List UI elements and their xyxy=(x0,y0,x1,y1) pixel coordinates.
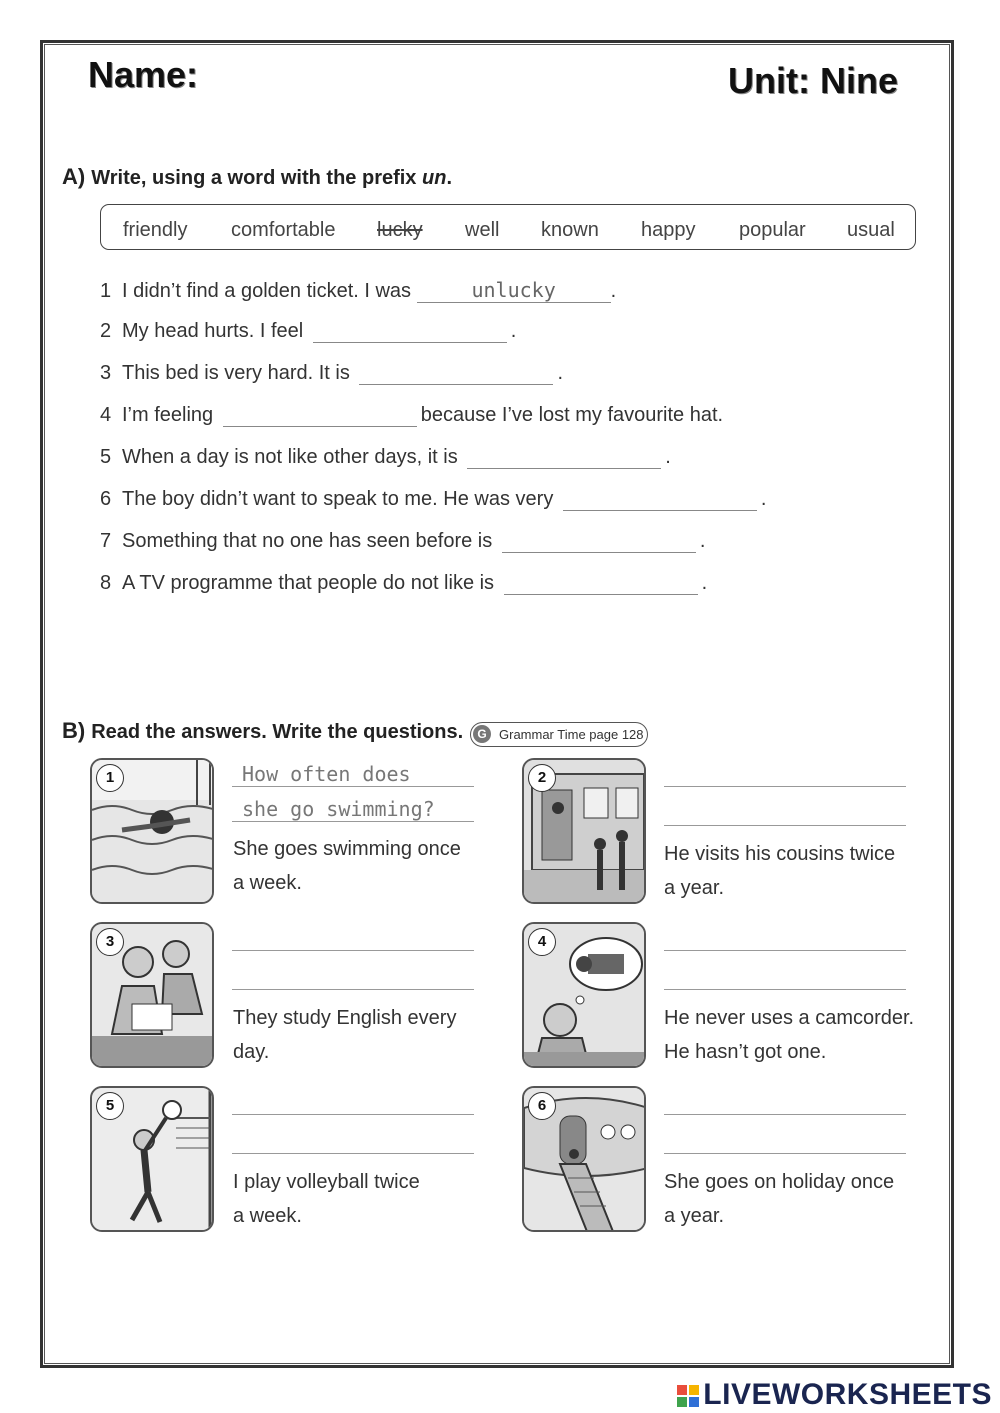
word-bank-item: comfortable xyxy=(231,219,336,241)
section-b-title xyxy=(62,718,463,744)
word-bank xyxy=(100,204,916,250)
name-label: Name: xyxy=(88,54,199,95)
exercise-sentence: 7 Something that no one has seen before is . xyxy=(100,530,706,552)
answer-field[interactable] xyxy=(223,404,417,427)
question-line[interactable] xyxy=(664,786,906,787)
question-text: How often does xyxy=(242,762,411,786)
answer-field[interactable]: unlucky xyxy=(417,278,611,303)
grammar-time-reference xyxy=(470,722,648,747)
students-picture xyxy=(90,922,214,1068)
train-visit-picture xyxy=(522,758,646,904)
item-number-badge: 3 xyxy=(96,928,124,956)
volleyball-picture xyxy=(90,1086,214,1232)
question-line[interactable] xyxy=(232,989,474,990)
word-bank-item: well xyxy=(465,219,500,241)
section-a-instruction-end: . xyxy=(446,167,452,189)
question-line[interactable] xyxy=(664,989,906,990)
exercise-sentence: 6 The boy didn’t want to speak to me. He was very . xyxy=(100,488,767,510)
item-number-badge: 5 xyxy=(96,1092,124,1120)
section-a-instruction: Write, using a word with the prefix xyxy=(91,167,417,189)
answer-text: They study English every day. xyxy=(233,1007,457,1063)
item-number-badge: 6 xyxy=(528,1092,556,1120)
question-line[interactable] xyxy=(664,1114,906,1115)
word-bank-item: known xyxy=(541,219,599,241)
answer-field[interactable] xyxy=(313,320,507,343)
answer-text: I play volleyball twice a week. xyxy=(233,1171,420,1227)
word-bank-item: popular xyxy=(739,219,806,241)
exercise-sentence: 2 My head hurts. I feel . xyxy=(100,320,517,342)
airplane-picture xyxy=(522,1086,646,1232)
item-number-badge: 4 xyxy=(528,928,556,956)
exercise-sentence: 4 I’m feeling because I’ve lost my favourite hat. xyxy=(100,404,724,426)
question-line[interactable] xyxy=(664,1153,906,1154)
exercise-sentence: 8 A TV programme that people do not like is . xyxy=(100,572,708,594)
word-bank-item: usual xyxy=(847,219,895,241)
section-b-letter: B) xyxy=(62,718,86,743)
question-line[interactable] xyxy=(232,1153,474,1154)
word-bank-item: happy xyxy=(641,219,696,241)
item-number-badge: 2 xyxy=(528,764,556,792)
answer-field[interactable] xyxy=(563,488,757,511)
exercise-sentence: 5 When a day is not like other days, it is . xyxy=(100,446,671,468)
exercise-sentence: 3 This bed is very hard. It is . xyxy=(100,362,563,384)
answer-field[interactable] xyxy=(502,530,696,553)
question-line[interactable] xyxy=(232,821,474,822)
section-a-prefix: un xyxy=(422,167,447,189)
question-line[interactable] xyxy=(664,950,906,951)
answer-text: He never uses a camcorder. He hasn’t got one. xyxy=(664,1007,915,1063)
liveworksheets-brand: LIVEWORKSHEETS xyxy=(677,1378,992,1412)
answer-text: He visits his cousins twice a year. xyxy=(664,843,896,899)
liveworksheets-logo-icon xyxy=(677,1385,699,1407)
question-line[interactable] xyxy=(232,950,474,951)
section-a-letter: A) xyxy=(62,164,86,189)
item-number-badge: 1 xyxy=(96,764,124,792)
grammar-time-label: Grammar Time page 128 xyxy=(499,727,644,742)
answer-field[interactable] xyxy=(359,362,553,385)
answer-field[interactable] xyxy=(504,572,698,595)
word-bank-item: friendly xyxy=(123,219,188,241)
question-line[interactable] xyxy=(232,1114,474,1115)
grammar-time-icon: G xyxy=(473,725,491,743)
camcorder-picture xyxy=(522,922,646,1068)
question-line[interactable] xyxy=(232,786,474,787)
section-a-title xyxy=(62,164,452,190)
word-bank-item-used: lucky xyxy=(377,219,423,241)
answer-text: She goes on holiday once a year. xyxy=(664,1171,895,1227)
answer-text: She goes swimming once a week. xyxy=(233,838,461,894)
swimmer-picture xyxy=(90,758,214,904)
unit-label: Unit: Nine xyxy=(728,60,898,101)
question-text: she go swimming? xyxy=(242,797,435,821)
exercise-sentence: 1 I didn’t find a golden ticket. I was unlucky . xyxy=(100,278,617,302)
answer-field[interactable] xyxy=(467,446,661,469)
question-line[interactable] xyxy=(664,825,906,826)
section-b-instruction: Read the answers. Write the questions. xyxy=(91,721,464,743)
